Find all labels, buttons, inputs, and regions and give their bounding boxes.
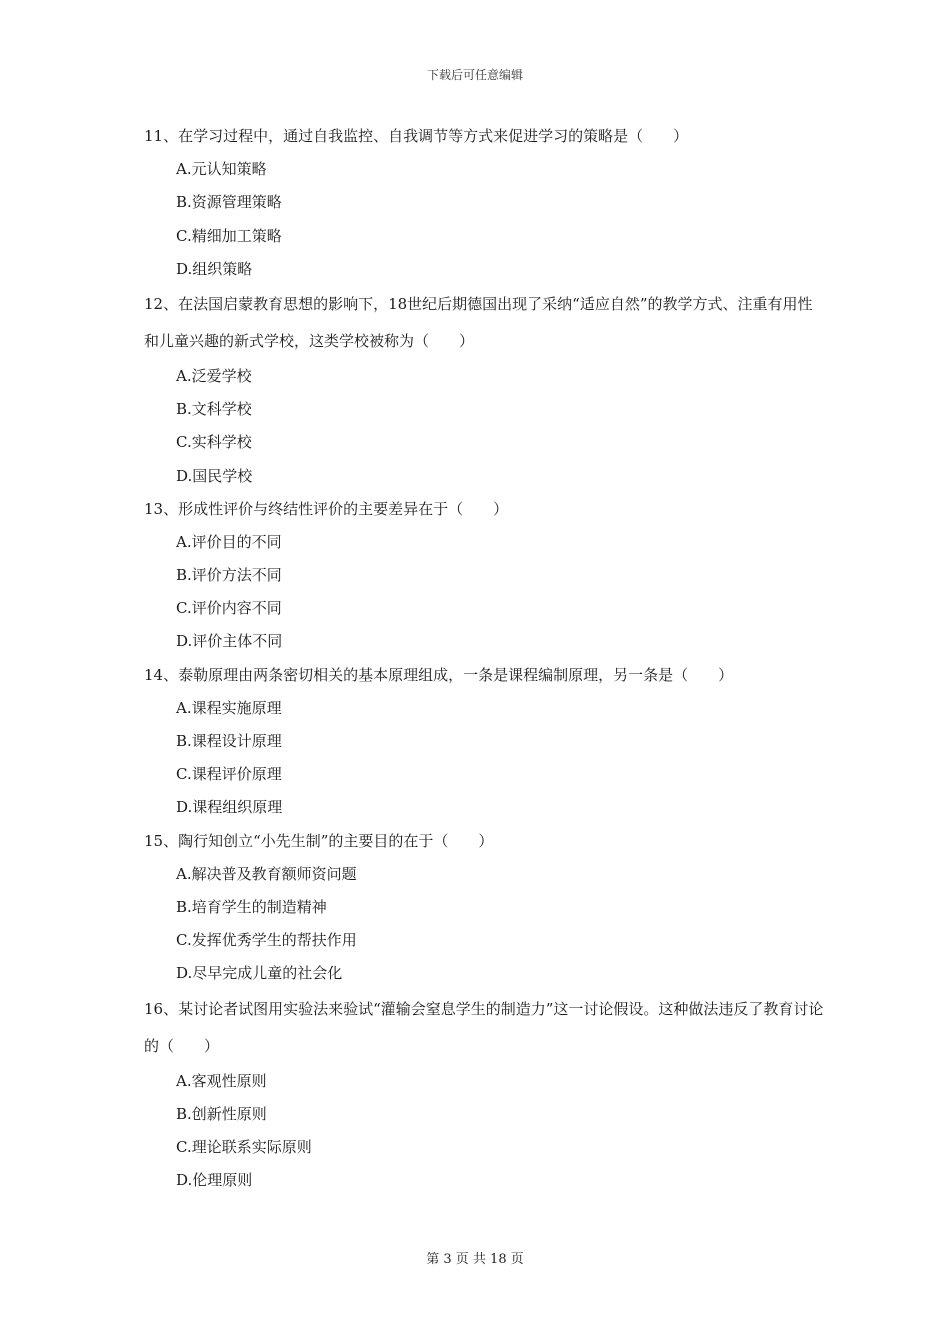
page-header: 下载后可任意编辑 [426, 68, 523, 82]
option-a: A.客观性原则 [176, 1071, 267, 1090]
option-d: D.伦理原则 [176, 1171, 253, 1190]
question-list [144, 120, 824, 1197]
option-a: A.解决普及教育额师资问题 [176, 864, 357, 883]
question-stem: 14、泰勒原理由两条密切相关的基本原理组成，一条是课程编制原理，另一条是（ ） [144, 665, 734, 684]
option-b: B.创新性原则 [176, 1104, 267, 1123]
question-stem: 15、陶行知创立“小先生制”的主要目的在于（ ） [144, 831, 494, 850]
option-b: B.评价方法不同 [176, 566, 282, 585]
option-c: C.理论联系实际原则 [176, 1137, 312, 1156]
option-b: B.文科学校 [176, 400, 252, 419]
question-13 [144, 493, 824, 659]
option-d: D.课程组织原理 [176, 798, 283, 817]
question-14 [144, 659, 824, 825]
question-12 [144, 286, 824, 493]
option-b: B.资源管理策略 [176, 193, 282, 212]
option-c: C.课程评价原理 [176, 765, 282, 784]
option-d: D.组织策略 [176, 259, 253, 278]
question-11 [144, 120, 824, 286]
question-stem: 16、某讨论者试图用实验法来验试“灌输会窒息学生的制造力”这一讨论假设。这种做法违反了教育讨论的（ ） [144, 999, 824, 1055]
option-c: C.实科学校 [176, 433, 252, 452]
option-d: D.尽早完成儿童的社会化 [176, 964, 343, 983]
option-a: A.课程实施原理 [176, 698, 282, 717]
option-a: A.评价目的不同 [176, 532, 282, 551]
option-a: A.泛爱学校 [176, 366, 252, 385]
option-d: D.评价主体不同 [176, 632, 283, 651]
option-d: D.国民学校 [176, 466, 253, 485]
option-c: C.发挥优秀学生的帮扶作用 [176, 931, 357, 950]
page-footer: 第 3 页 共 18 页 [426, 1252, 524, 1267]
option-a: A.元认知策略 [176, 160, 267, 179]
question-stem: 11、在学习过程中，通过自我监控、自我调节等方式来促进学习的策略是（ ） [144, 127, 689, 145]
question-16 [144, 991, 824, 1198]
question-stem: 13、形成性评价与终结性评价的主要差异在于（ ） [144, 499, 509, 518]
option-b: B.课程设计原理 [176, 732, 282, 750]
question-15 [144, 825, 824, 991]
option-c: C.评价内容不同 [176, 599, 282, 618]
question-stem: 12、在法国启蒙教育思想的影响下，18世纪后期德国出现了采纳“适应自然”的教学方式、注重有用性和儿童兴趣的新式学校，这类学校被称为（ ） [144, 294, 813, 350]
option-c: C.精细加工策略 [176, 226, 282, 245]
option-b: B.培育学生的制造精神 [176, 897, 327, 916]
